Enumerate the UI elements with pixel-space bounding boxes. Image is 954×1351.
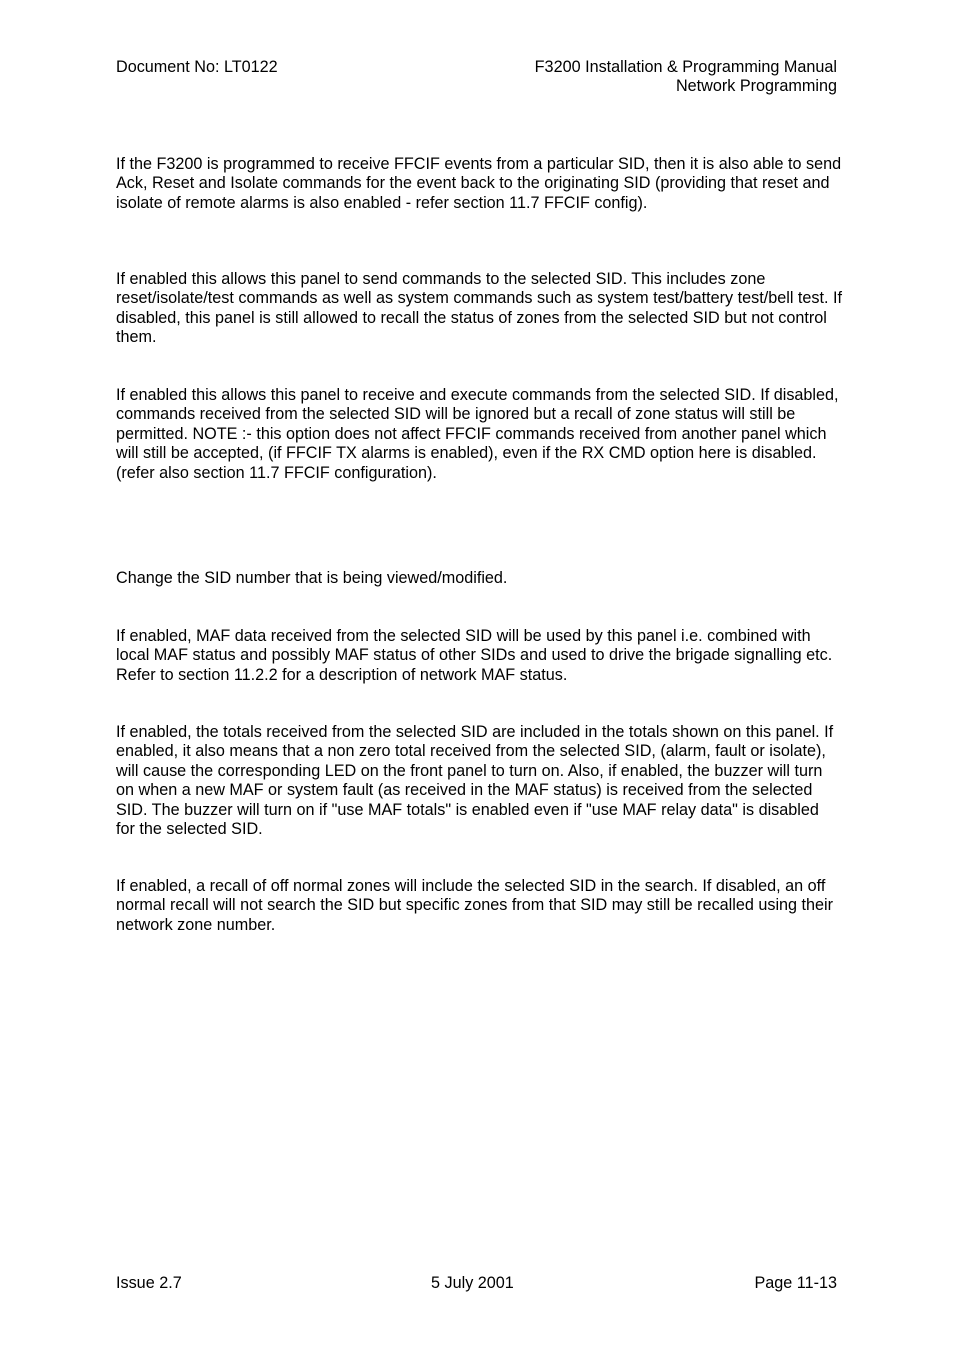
paragraph-change-sid: Change the SID number that is being viewed/modified. [116, 569, 508, 587]
issue-date: 5 July 2001 [431, 1274, 514, 1292]
document-number: Document No: LT0122 [116, 58, 278, 76]
section-title: Network Programming [675, 77, 837, 96]
page-number: Page 11-13 [754, 1274, 837, 1292]
issue-number: Issue 2.7 [116, 1274, 182, 1292]
paragraph-maf-totals: If enabled, the totals received from the selected SID are included in the totals shown on this panel. If enabled, it also means that a non zero total received from the selected SID, (alarm, fault or isolate), will cause the corresponding LED on the front panel to turn on. Also, if enabled, the buzzer will turn on when a new MAF or system fault (as received in the MAF status) is received from the selected SID. The buzzer will turn on if "use MAF totals" is enabled even if "use MAF relay data" is disabled for the selected SID. [116, 723, 834, 839]
manual-title: F3200 Installation & Programming Manual [534, 58, 837, 76]
paragraph-tx-commands: If enabled this allows this panel to send commands to the selected SID. This includes zone reset/isolate/test commands as well as system commands such as system test/battery test/bell test. If disabled, this panel is still allowed to recall the status of zones from the selected SID but not control them. [116, 270, 843, 347]
paragraph-off-normal-recall: If enabled, a recall of off normal zones will include the selected SID in the search. If disabled, an off normal recall will not search the SID but specific zones from that SID may still be recalled using their network zone number. [116, 877, 834, 934]
paragraph-maf-relay-data: If enabled, MAF data received from the selected SID will be used by this panel i.e. combined with local MAF status and possibly MAF status of other SIDs and used to drive the brigade signalling etc. Refer to section 11.2.2 for a description of network MAF status. [116, 627, 833, 684]
paragraph-rx-commands: If enabled this allows this panel to receive and execute commands from the selected SID. If disabled, commands received from the selected SID will be ignored but a recall of zone status will still be permitted. NOTE :- this option does not affect FFCIF commands received from another panel which will still be accepted, (if FFCIF TX alarms is enabled), even if the RX CMD option here is disabled. (refer also section 11.7 FFCIF configuration). [116, 386, 839, 482]
header-titles [535, 58, 837, 97]
paragraph-ffcif-commands: If the F3200 is programmed to receive FFCIF events from a particular SID, then it is also able to send Ack, Reset and Isolate commands for the event back to the originating SID (providing that reset and isolate of remote alarms is also enabled - refer section 11.7 FFCIF config). [116, 155, 842, 212]
